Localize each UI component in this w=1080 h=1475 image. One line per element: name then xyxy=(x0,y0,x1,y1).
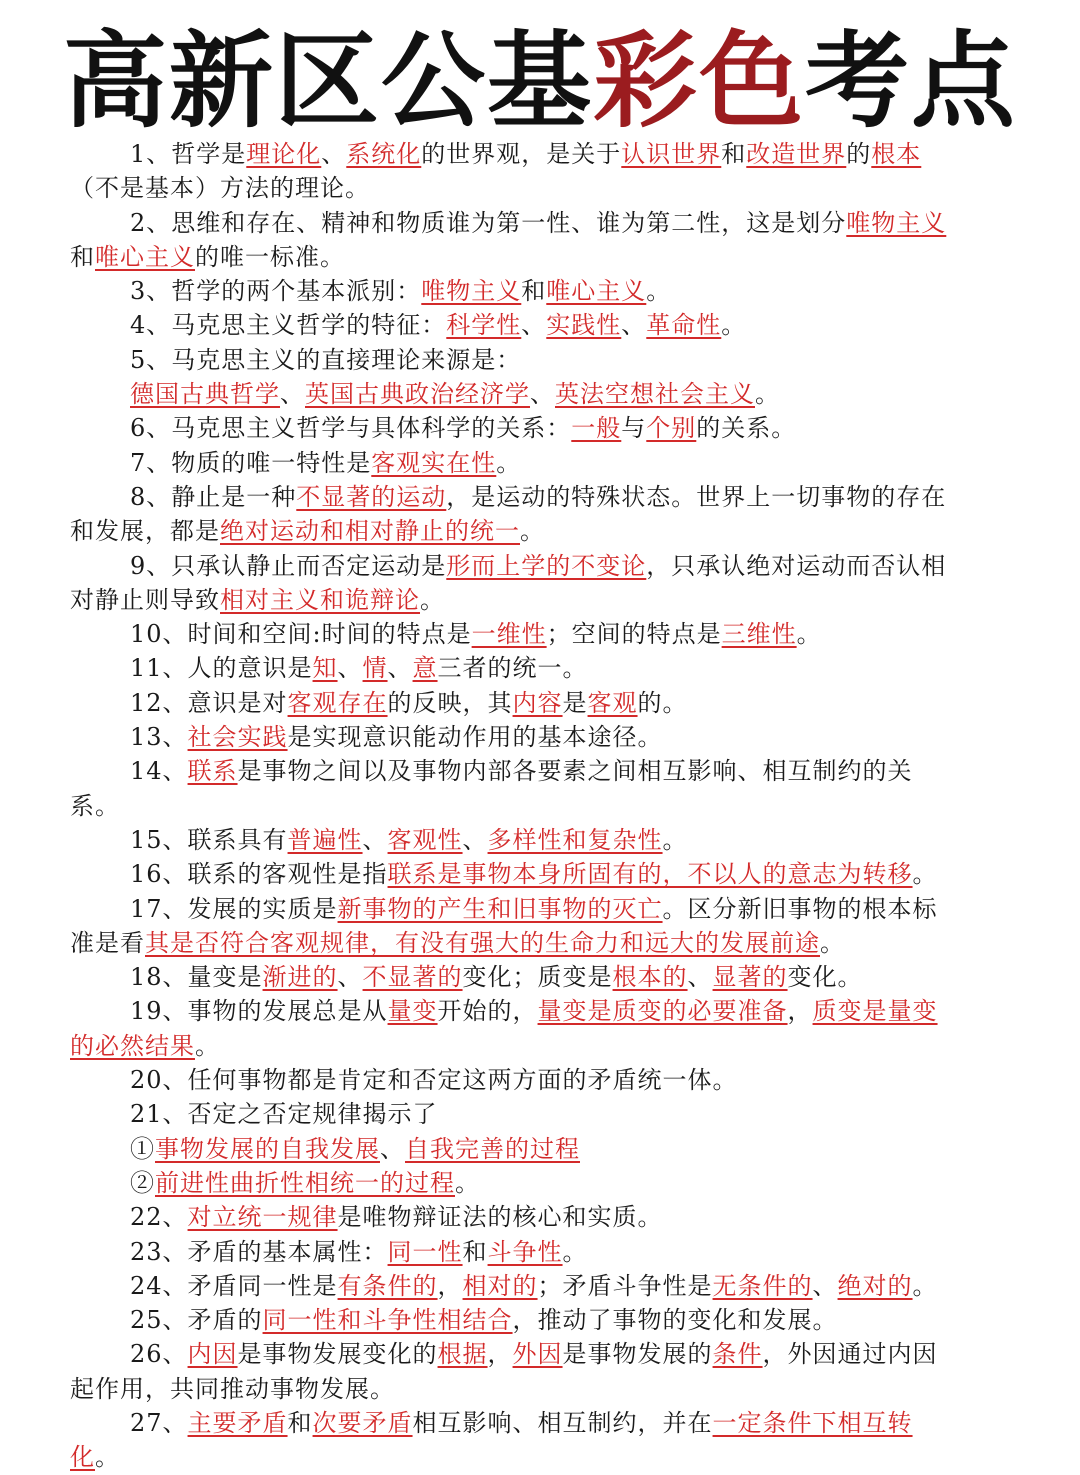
point-text: 是事物发展的 xyxy=(562,1340,713,1369)
point-text: 的唯一标准。 xyxy=(195,242,345,271)
point-text: 、 xyxy=(380,1134,405,1163)
point-item xyxy=(70,1406,960,1475)
point-text: 3、哲学的两个基本派别： xyxy=(130,277,422,306)
key-term: 绝对运动和相对静止的统一 xyxy=(220,517,520,546)
point-text: 变化。 xyxy=(787,963,863,992)
point-text: ，是运动的特殊状态。世界上一切事物的存在和发展，都是 xyxy=(70,482,947,546)
point-text: 、 xyxy=(362,825,388,854)
point-item xyxy=(70,720,960,754)
key-term: 事物发展的自我发展 xyxy=(155,1134,380,1163)
point-text: 。 xyxy=(912,1271,938,1300)
point-text: 开始的， xyxy=(437,997,538,1026)
point-text: ，推动了事物的变化和发展。 xyxy=(512,1306,838,1335)
key-term: 客观实在性 xyxy=(371,448,497,477)
point-text: 、 xyxy=(321,140,347,168)
key-term: 不显著的 xyxy=(362,963,463,992)
point-text: 、 xyxy=(687,963,713,992)
key-term: 前进性曲折性相统一的过程 xyxy=(155,1168,455,1197)
point-text: 是实现意识能动作用的基本途径。 xyxy=(287,723,663,752)
key-term: 革命性 xyxy=(646,311,722,340)
point-item xyxy=(70,308,960,342)
point-text: ② xyxy=(130,1168,155,1197)
point-item xyxy=(70,1097,960,1131)
point-text: ，外因通过内因起作用，共同推动事物发展。 xyxy=(70,1340,938,1403)
key-term: 客观 xyxy=(587,688,638,717)
point-text: 的关系。 xyxy=(696,414,797,443)
point-text: 是 xyxy=(562,688,588,717)
point-text: ，只承认绝对运动而否认相对静止则导致 xyxy=(70,551,947,614)
point-item xyxy=(70,686,960,720)
point-text: 。 xyxy=(646,277,672,306)
point-text: （不是基本）方法的理论。 xyxy=(70,174,370,203)
point-text: 、 xyxy=(337,654,363,683)
key-term: 三维性 xyxy=(721,620,797,649)
title-part-3: 考点 xyxy=(805,20,1018,142)
point-item xyxy=(70,1235,960,1269)
point-text: ， xyxy=(487,1340,513,1369)
point-item xyxy=(70,892,960,961)
key-term: 内因 xyxy=(187,1340,238,1369)
point-item xyxy=(70,446,960,480)
point-text: 23、矛盾的基本属性： xyxy=(130,1237,388,1266)
key-term: 系统化 xyxy=(346,140,422,168)
key-term: 多样性和复杂性 xyxy=(487,825,663,854)
point-text: 20、任何事物都是肯定和否定这两方面的矛盾统一体。 xyxy=(130,1066,738,1095)
point-item xyxy=(70,617,960,651)
point-text: 。 xyxy=(796,620,822,649)
point-item xyxy=(70,206,960,275)
point-text: 25、矛盾的 xyxy=(130,1306,263,1335)
key-term: 英法空想社会主义 xyxy=(555,380,755,409)
point-item xyxy=(70,823,960,857)
point-text: 22、 xyxy=(130,1203,188,1232)
key-term: 理论化 xyxy=(246,140,322,168)
point-text: 19、事物的发展总是从 xyxy=(130,997,388,1026)
point-text: 的反映，其 xyxy=(387,688,513,717)
title-part-1: 高新区公基 xyxy=(62,20,593,142)
key-term: 斗争性 xyxy=(487,1237,563,1266)
key-term: 唯物主义 xyxy=(421,277,522,306)
key-term: 一般 xyxy=(571,414,622,443)
key-term: 条件 xyxy=(712,1340,763,1369)
point-text: 27、 xyxy=(130,1408,188,1437)
point-text: 。 xyxy=(496,448,522,477)
key-term: 认识世界 xyxy=(621,140,722,168)
point-text: 。 xyxy=(420,585,445,614)
point-text: 、 xyxy=(387,654,413,683)
point-text: 13、 xyxy=(130,723,188,752)
point-item xyxy=(70,651,960,685)
point-text: 。 xyxy=(820,928,845,957)
point-text: 和 xyxy=(521,277,547,306)
point-text: 4、马克思主义哲学的特征： xyxy=(130,311,447,340)
key-term: 情 xyxy=(362,654,388,683)
point-text: 三者的统一。 xyxy=(437,654,588,683)
point-item xyxy=(70,857,960,891)
key-term: 量变是质变的必要准备 xyxy=(537,997,788,1026)
key-term: 质变是量变的必然结果 xyxy=(70,997,938,1060)
key-term: 英国古典政治经济学 xyxy=(305,380,530,409)
key-term: 有条件的 xyxy=(337,1271,438,1300)
point-text: 是事物发展变化的 xyxy=(237,1340,438,1369)
point-text: 。 xyxy=(662,825,688,854)
key-term: 根本 xyxy=(871,140,922,168)
point-text: 和 xyxy=(287,1408,313,1437)
exam-points-list xyxy=(70,137,960,1475)
point-text: 和 xyxy=(70,242,95,271)
key-term: 根本的 xyxy=(612,963,688,992)
key-term: 量变 xyxy=(387,997,438,1026)
point-text: 相互影响、相互制约，并在 xyxy=(412,1408,713,1437)
key-term: 唯物主义 xyxy=(846,208,947,237)
key-term: 次要矛盾 xyxy=(312,1408,413,1437)
point-text: 。 xyxy=(195,1031,220,1060)
point-item xyxy=(70,1303,960,1337)
point-item xyxy=(70,377,960,411)
point-item xyxy=(70,754,960,823)
point-text: 8、静止是一种 xyxy=(130,482,297,511)
key-term: 绝对的 xyxy=(837,1271,913,1300)
key-term: 唯心主义 xyxy=(95,242,195,271)
key-term: 主要矛盾 xyxy=(187,1408,288,1437)
key-term: 形而上学的不变论 xyxy=(446,551,647,580)
point-item xyxy=(70,480,960,549)
key-term: 同一性 xyxy=(387,1237,463,1266)
key-term: 知 xyxy=(312,654,338,683)
point-text: 。区分新旧事物的根本标准是看 xyxy=(70,894,938,957)
point-item xyxy=(70,274,960,308)
point-item xyxy=(70,137,960,206)
point-text: 10、时间和空间:时间的特点是 xyxy=(130,620,472,649)
key-term: 科学性 xyxy=(446,311,522,340)
key-term: 客观性 xyxy=(387,825,463,854)
key-term: 其是否符合客观规律，有没有强大的生命力和远大的发展前途 xyxy=(145,928,820,957)
point-text: 是事物之间以及事物内部各要素之间相互影响、相互制约的关系。 xyxy=(70,757,913,820)
point-text: 9、只承认静止而否定运动是 xyxy=(130,551,447,580)
key-term: 唯心主义 xyxy=(546,277,647,306)
point-text: 、 xyxy=(280,380,305,409)
point-text: 、 xyxy=(462,825,488,854)
key-term: 一维性 xyxy=(471,620,547,649)
key-term: 实践性 xyxy=(546,311,622,340)
key-term: 显著的 xyxy=(712,963,788,992)
point-text: 。 xyxy=(912,860,938,889)
point-text: 21、否定之否定规律揭示了 xyxy=(130,1100,438,1129)
point-item xyxy=(70,549,960,618)
title-part-2: 彩色 xyxy=(592,20,805,142)
point-item xyxy=(70,1132,960,1166)
key-term: 意 xyxy=(412,654,438,683)
point-text: ① xyxy=(130,1134,155,1163)
key-term: 同一性和斗争性相结合 xyxy=(262,1306,513,1335)
key-term: 自我完善的过程 xyxy=(405,1134,580,1163)
key-term: 相对主义和诡辩论 xyxy=(220,585,420,614)
point-text: 、 xyxy=(521,311,547,340)
point-item xyxy=(70,411,960,445)
point-text: 。 xyxy=(755,380,780,409)
key-term: 根据 xyxy=(437,1340,488,1369)
key-term: 内容 xyxy=(512,688,563,717)
point-item xyxy=(70,343,960,377)
point-text: 的。 xyxy=(637,688,688,717)
key-term: 普遍性 xyxy=(287,825,363,854)
key-term: 社会实践 xyxy=(187,723,288,752)
point-text: 。 xyxy=(95,1443,120,1472)
point-item xyxy=(70,1063,960,1097)
point-text: 24、矛盾同一性是 xyxy=(130,1271,338,1300)
point-text: 15、联系具有 xyxy=(130,825,288,854)
point-text: 。 xyxy=(520,517,545,546)
key-term: 联系是事物本身所固有的，不以人的意志为转移 xyxy=(387,860,913,889)
point-text: 26、 xyxy=(130,1340,188,1369)
key-term: 渐进的 xyxy=(262,963,338,992)
key-term: 改造世界 xyxy=(746,140,847,168)
key-term: 不显著的运动 xyxy=(296,482,447,511)
point-text: 的世界观，是关于 xyxy=(421,140,622,168)
point-text: 。 xyxy=(721,311,747,340)
point-item xyxy=(70,1200,960,1234)
page-title xyxy=(0,0,1080,156)
point-item xyxy=(70,1269,960,1303)
point-text: 。 xyxy=(562,1237,588,1266)
key-term: 无条件的 xyxy=(712,1271,813,1300)
key-term: 一定条件下相互转化 xyxy=(70,1408,913,1472)
point-text: 16、联系的客观性是指 xyxy=(130,860,388,889)
point-text: 、 xyxy=(337,963,363,992)
point-item xyxy=(70,960,960,994)
point-item xyxy=(70,1337,960,1406)
point-text: 1、哲学是 xyxy=(130,140,247,168)
point-text: ；矛盾斗争性是 xyxy=(537,1271,713,1300)
point-text: 变化；质变是 xyxy=(462,963,613,992)
point-text: 与 xyxy=(621,414,647,443)
point-text: 和 xyxy=(721,140,747,168)
point-text: ， xyxy=(787,997,813,1026)
point-item xyxy=(70,994,960,1063)
point-text: 11、人的意识是 xyxy=(130,654,313,683)
point-text: 。 xyxy=(455,1168,480,1197)
point-text: 2、思维和存在、精神和物质谁为第一性、谁为第二性，这是划分 xyxy=(130,208,847,237)
point-text: 7、物质的唯一特性是 xyxy=(130,448,372,477)
point-item xyxy=(70,1166,960,1200)
key-term: 相对的 xyxy=(462,1271,538,1300)
point-text: 12、意识是对 xyxy=(130,688,288,717)
key-term: 联系 xyxy=(187,757,238,786)
key-term: 德国古典哲学 xyxy=(130,380,280,409)
point-text: 18、量变是 xyxy=(130,963,263,992)
point-text: 5、马克思主义的直接理论来源是： xyxy=(130,345,522,374)
point-text: 的 xyxy=(846,140,872,168)
key-term: 个别 xyxy=(646,414,697,443)
point-text: 和 xyxy=(462,1237,488,1266)
key-term: 客观存在 xyxy=(287,688,388,717)
point-text: ；空间的特点是 xyxy=(546,620,722,649)
point-text: 、 xyxy=(530,380,555,409)
key-term: 新事物的产生和旧事物的灭亡 xyxy=(337,894,663,923)
key-term: 外因 xyxy=(512,1340,563,1369)
point-text: 17、发展的实质是 xyxy=(130,894,338,923)
point-text: 、 xyxy=(621,311,647,340)
point-text: 、 xyxy=(812,1271,838,1300)
key-term: 对立统一规律 xyxy=(187,1203,338,1232)
point-text: ， xyxy=(437,1271,463,1300)
point-text: 6、马克思主义哲学与具体科学的关系： xyxy=(130,414,572,443)
point-text: 14、 xyxy=(130,757,188,786)
point-text: 是唯物辩证法的核心和实质。 xyxy=(337,1203,663,1232)
